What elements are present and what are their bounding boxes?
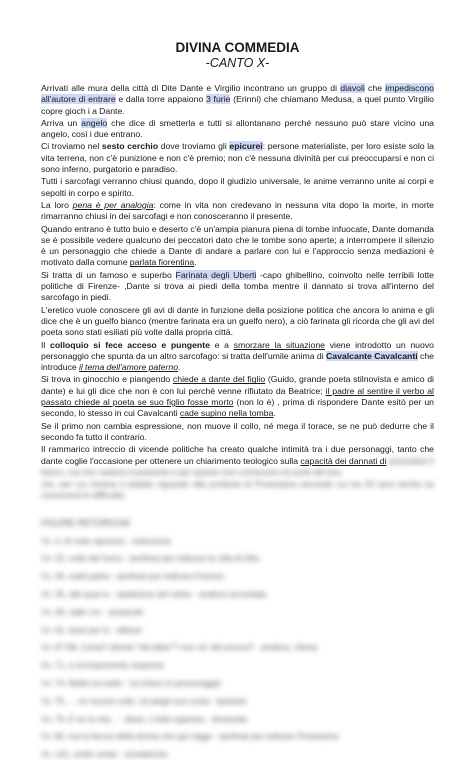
list-item: Vv. 26, nobil patria - perifrasi per indicare Firenze. <box>41 571 226 582</box>
blurred-text: prevedere il futuro, ma non vedono il presente e per questo non conoscono la sorte dei loro <box>41 455 434 477</box>
underline-smorzare: smorzare la situazione <box>233 339 326 350</box>
list-item: Vv. 4, Al volto apertura - metonimia <box>41 535 171 546</box>
blurred-paragraph: vivi, per cui rimane il dubbio riguardo alla profezia di Proserpina secondo cui tra 50 anni anche lui conoscerà le difficoltà <box>41 479 435 501</box>
list-item: Vv. 67-68, Come? dicesti "elli ebbe"? non viv' elli ancora? - anafora, climax <box>41 642 318 653</box>
list-item: Vv. 80, ma la faccia della donna che qui regge - perifrasi per indicare Proserpina <box>41 731 339 742</box>
underline-padre: il padre al sentire il verbo al passato chiede al poeta se suo figlio fosse morto <box>41 385 434 408</box>
list-item: Vv. 74, Molto ha tratto - ha inteso lo personaggio <box>41 677 222 688</box>
emphasis-pena-analogia: pena è per analogia <box>72 199 154 210</box>
paragraph-kneeling: Si trova in ginocchio e piangendo chiede a dante del figlio (Guido, grande poeta stilnovista e amico di dante) e lui gli dice che non è con lui perché venne rifiutato da Beatrice; il padre al sentire il verbo al passato chiede al poeta se suo figlio fosse morto (non lo è) , prima di rispondere Dante esitò per un secondo, lo stesso in cui Cavalcanti cade supino nella tomba. <box>41 374 434 419</box>
underline-chiede-figlio: chiede a dante del figlio <box>172 374 266 385</box>
paragraph-intreccio: Il rammarico intreccio di vicende politiche ha creato qualche intimità tra i due personaggi, tanto che dante coglie l'occasione per ottenere un chiarimento teologico sulla capacità dei dannati di prevedere il futuro, ma non vedono il presente e per questo non conoscono la sorte dei loro <box>41 444 434 477</box>
bold-colloquio: colloquio si fece acceso e pungente <box>50 339 210 350</box>
list-item: Vv. 22, volta del fuoco - perifrasi per indicare la città di Dite. <box>41 553 262 564</box>
highlight-farinata: Farinata degli Uberti <box>175 269 257 280</box>
highlight-impediscono: impediscono all'autore di entrare <box>41 83 435 105</box>
paragraph-expression: Se il primo non cambia espressione, non muove il collo, né mega il torace, se ne può dedurre che il secondo fa tutto il contrario. <box>41 420 434 442</box>
paragraph-heretic: L'eretico vuole conoscere gli avi di dante in funzione della posizione politica che ancora lo anima e gli dice che è un guelfo bianco (mentre farinata era un guelfo nero), a ciò farinata gli ricorda che gli avi del poeta sono stati esiliati più volte dalla propria città. <box>41 304 434 338</box>
document-title: DIVINA COMMEDIA <box>175 40 300 55</box>
highlight-angelo: angelo <box>81 117 108 128</box>
highlight-furie: 3 furie <box>206 94 231 105</box>
blurred-preview <box>41 479 434 760</box>
paragraph-analogy: La loro pena è per analogia: come in vita non credevano in nessuna vita dopo la morte, in morte rimarranno chiusi in dei sarcofagi e non conosceranno il presente. <box>41 199 434 222</box>
paragraph-farinata: Si tratta di un famoso e superbo Farinata degli Uberti -capo ghibellino, coinvolto nelle terribili lotte politiche di Firenze- ,Dante si trova ai piedi della tomba mentre il dannato si trova all'interno del sarcofago in piedi. <box>41 269 434 303</box>
list-item: Vv. 39, vidili i lor - anastrofe <box>41 606 144 617</box>
list-item: Vv. 41, fossi per lo - sillessi <box>41 624 142 635</box>
list-item: Vv. 131, molto verde - sineddoche <box>41 749 168 760</box>
document-subtitle: -CANTO X- <box>205 56 270 70</box>
highlight-epicurei: epicurei <box>229 141 263 152</box>
paragraph-colloquio: Il colloquio si fece acceso e pungente e a smorzare la situazione viene introdotto un nuovo personaggio che spunta da un altro sarcofago: si tratta dell'umile anima di Cavalcante Cavalcanti che introduce il tema dell'amore paterno. <box>41 339 435 373</box>
list-item: Vv. 76, E se la mia... - disse, o fatto appreso - domanda <box>41 713 248 724</box>
paragraph-entry: Quando entrano è tutto buio e deserto c'è un'ampia pianura piena di tombe infuocate, Dante domanda se è possibile vedere qualcuno dei peccatori dato che le tombe sono aperte; a interrompere il silenzio è un personaggio che chiede a Dante di andare a parlare con lui e l'approccio senza mediazioni è motivato dalla comune parlata fiorentina. <box>41 223 434 268</box>
paragraph-angel: Arriva un angelo che dice di smetterla e tutti si allontanano perché nessuno può stare vicino una angelo, così i due entrano. <box>41 117 434 140</box>
highlight-cavalcante: Cavalcante Cavalcanti <box>326 350 418 361</box>
paragraph-sixth-circle: Ci troviamo nel sesto cerchio dove troviamo gli epicurei: persone materialiste, per loro esiste solo la vita terrena, non c'è punizione e non c'è premio; non c'è nessuna divinità per cui preoccuparsi e non ci sono inferno, purgatorio e paradiso. <box>41 141 434 175</box>
underline-cade-supino: cade supino nella tomba <box>179 408 274 419</box>
section-heading-figure-retoriche: FIGURE RETORICHE <box>41 517 131 528</box>
highlight-diavoli: diavoli <box>340 83 365 93</box>
underline-capacita: capacità dei dannati di <box>300 455 387 466</box>
paragraph-arrival: Arrivati alle mura della città di Dite Dante e Virgilio incontrano un gruppo di diavoli che impediscono all'autore di entrare e dalla torre appaiono 3 furie (Erinni) che chiamano Medusa, a quel punto Virgilio copre gioch i a Dante. <box>41 83 435 116</box>
list-item: Vv. 71, a ricomponendo sorpresa <box>41 660 164 671</box>
list-item: Vv. 75, ... ne muove collo, né piegò sua costa - iperbato <box>41 695 248 706</box>
list-item: Vv. 35, alle quai io - ripetizione del verbo - anafora accordata <box>41 589 267 600</box>
underline-parlata: parlata fiorentina <box>129 257 195 268</box>
paragraph-sarcophagi: Tutti i sarcofagi verranno chiusi quando, dopo il giudizio universale, le anime verranno unite ai corpi e sepolti in corpo e spirito. <box>41 176 434 198</box>
emphasis-amore-paterno: il tema dell'amore paterno <box>78 362 179 373</box>
bold-sesto-cerchio: sesto cerchio <box>101 141 159 152</box>
